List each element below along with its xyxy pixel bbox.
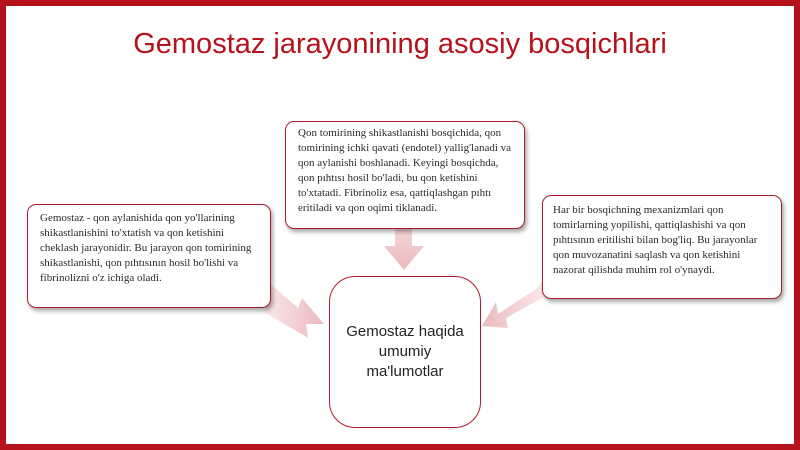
slide-title: Gemostaz jarayonining asosiy bosqichlari: [133, 28, 667, 60]
definition-box: Gemostaz - qon aylanishida qon yo'llarining shikastlanishini to'xtatish va qon ketishini cheklash jarayonidir. Bu jarayon qon tomirining shikastlanishi, qon pıhtısının hosil bo'lishi va fibrinolizni o'z ichiga oladi.: [27, 204, 271, 308]
arrow-top-to-center: [384, 223, 424, 270]
center-topic-node: [329, 276, 481, 428]
arrow-right-to-center: [482, 282, 546, 328]
arrow-left-to-center: [264, 282, 324, 338]
mechanisms-box: Har bir bosqichning mexanizmlari qon tomirlarning yopilishi, qattiqlashishi va qon pıhtısının eritilishi bilan bog'liq. Bu jarayonlar qon muvozanatini saqlash va qon ketishini nazorat qilishda muhim rol o'ynaydi.: [542, 195, 782, 299]
stages-description-box: Qon tomirining shikastlanishi bosqichida, qon tomirining ichki qavati (endotel) yallig'lanadi va qon aylanishi boshlanadi. Keyingi bosqichda, qon pıhtısı hosil bo'ladi, bu qon ketishini to'xtatadi. Fibrinoliz esa, qattiqlashgan pıhtı eritiladi va qon oqimi tiklanadi.: [285, 121, 525, 229]
center-topic-label: Gemostaz haqida umumiy ma'lumotlar: [346, 323, 464, 380]
